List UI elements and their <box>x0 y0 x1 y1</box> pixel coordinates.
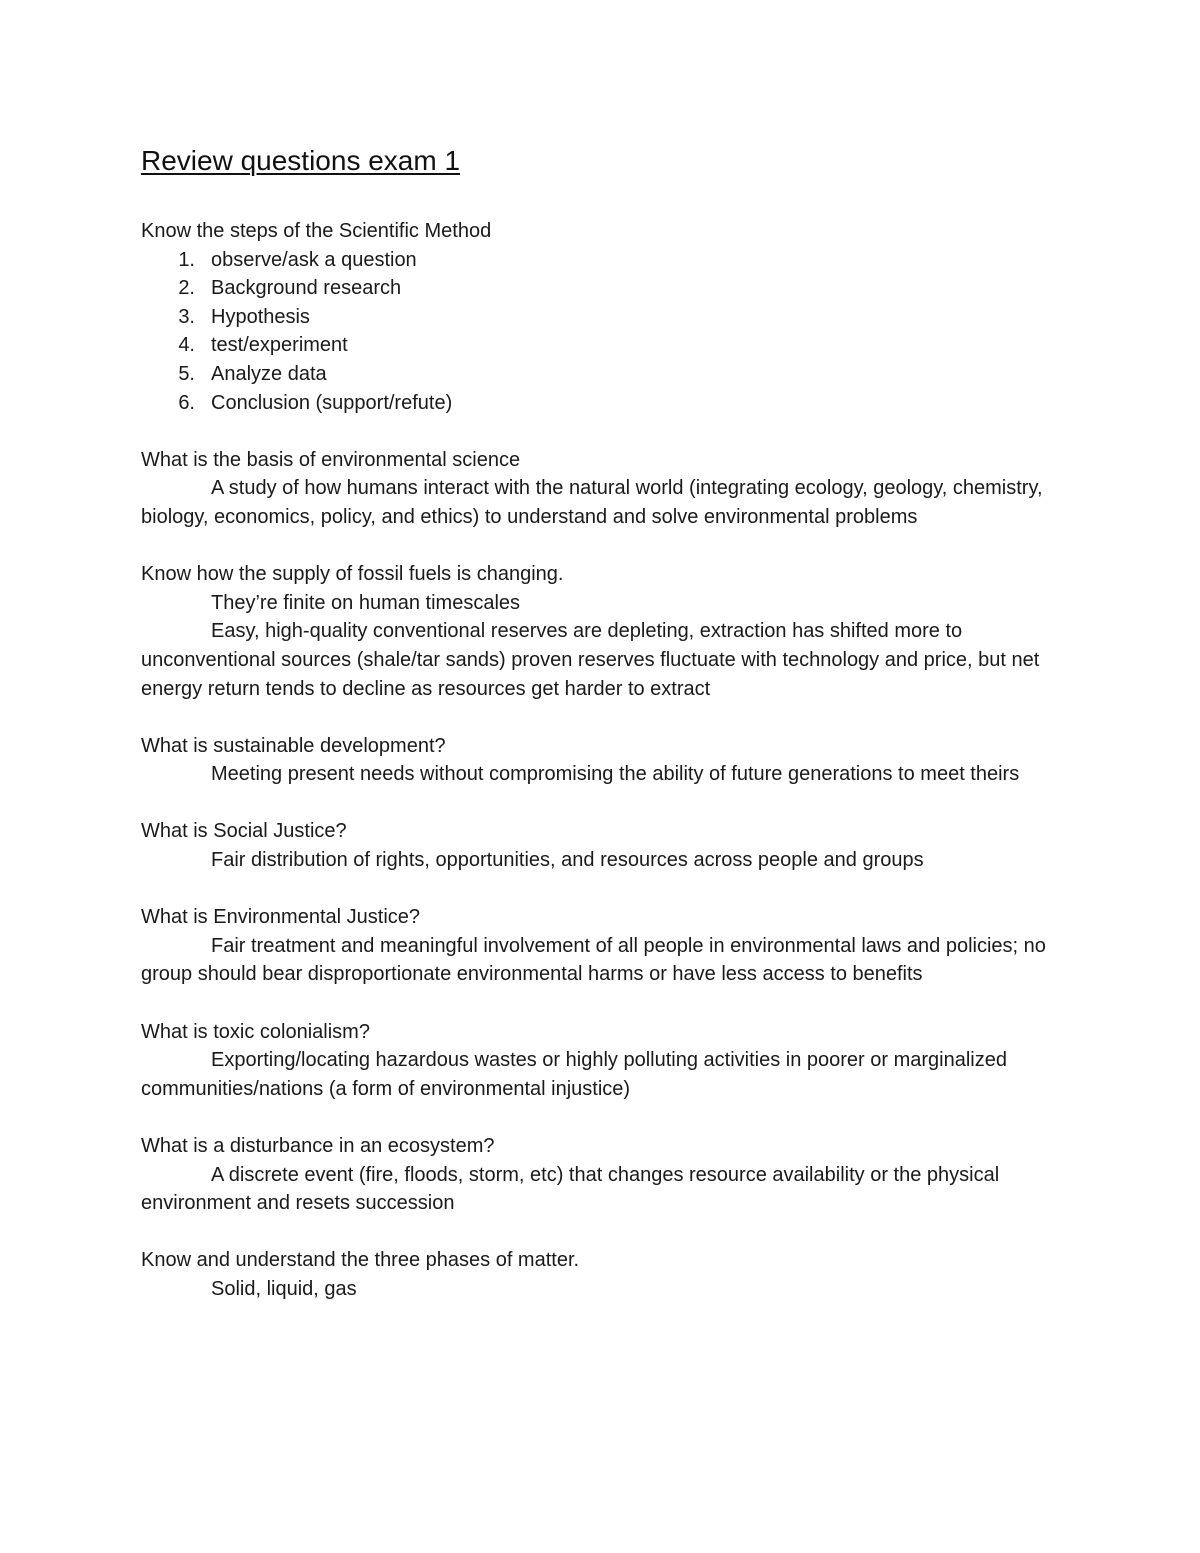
list-item-number: 2. <box>178 277 195 300</box>
section-answer: Fair treatment and meaningful involvement of all people in environmental laws and policies; no group should bear disproportionate environmental harms or have less access to benefits <box>141 934 1046 986</box>
section-sustainable-development <box>141 732 1046 789</box>
paragraph-spacer <box>141 417 1046 446</box>
list-item-text: observe/ask a question <box>211 248 417 271</box>
section-question: What is a disturbance in an ecosystem? <box>141 1135 495 1157</box>
section-fossil-fuels <box>141 560 1046 703</box>
section-answer: They’re finite on human timescales <box>211 591 521 614</box>
document-title: Review questions exam 1 <box>141 145 461 176</box>
section-question: What is Social Justice? <box>141 820 347 843</box>
paragraph-spacer <box>141 1218 1046 1247</box>
section-social-justice <box>141 817 1046 874</box>
section-answer: Easy, high-quality conventional reserves are depleting, extraction has shifted more to unconventional sources (shale/tar sands) proven reserves fluctuate with technology and price, but net energy return tends to decline as resources get harder to extract <box>141 620 1040 700</box>
scientific-method-steps <box>141 246 1046 418</box>
list-item-number: 6. <box>178 391 195 414</box>
list-item <box>141 303 1046 332</box>
paragraph-spacer <box>141 703 1046 732</box>
list-item-number: 4. <box>178 334 195 357</box>
section-question: What is sustainable development? <box>141 734 446 757</box>
section-answer: A study of how humans interact with the natural world (integrating ecology, geology, chemistry, biology, economics, policy, and ethics) to understand and solve environmental problems <box>141 477 1043 528</box>
section-question: Know the steps of the Scientific Method <box>141 220 492 242</box>
list-item-text: test/experiment <box>211 334 348 357</box>
section-answer: A discrete event (fire, floods, storm, etc) that changes resource availability or the physical environment and resets succession <box>141 1163 1000 1215</box>
paragraph-spacer <box>141 1103 1046 1132</box>
list-item-text: Background research <box>211 277 402 300</box>
paragraph-spacer <box>141 532 1046 561</box>
list-item <box>141 360 1046 389</box>
list-item-number: 1. <box>178 248 195 271</box>
document-body <box>141 217 1046 1304</box>
section-environmental-justice <box>141 903 1046 989</box>
list-item <box>141 274 1046 303</box>
section-environmental-science <box>141 446 1046 532</box>
section-phases-of-matter <box>141 1246 1046 1303</box>
section-question: Know how the supply of fossil fuels is changing. <box>141 563 564 586</box>
section-toxic-colonialism <box>141 1018 1046 1104</box>
section-answer: Solid, liquid, gas <box>211 1277 357 1300</box>
list-item-number: 5. <box>178 362 195 385</box>
list-item <box>141 331 1046 360</box>
list-item <box>141 246 1046 275</box>
section-answer: Fair distribution of rights, opportunities, and resources across people and groups <box>211 849 924 872</box>
list-item-number: 3. <box>178 305 195 328</box>
section-ecosystem-disturbance <box>141 1132 1046 1218</box>
list-item <box>141 389 1046 418</box>
paragraph-spacer <box>141 875 1046 904</box>
list-item-text: Conclusion (support/refute) <box>211 391 453 414</box>
paragraph-spacer <box>141 989 1046 1018</box>
list-item-text: Analyze data <box>211 362 327 385</box>
section-question: What is Environmental Justice? <box>141 906 421 929</box>
section-answer: Meeting present needs without compromising the ability of future generations to meet theirs <box>211 763 1020 786</box>
section-question: What is the basis of environmental science <box>141 448 521 471</box>
section-answer: Exporting/locating hazardous wastes or highly polluting activities in poorer or marginalized communities/nations (a form of environmental injustice) <box>141 1049 1007 1100</box>
section-question: What is toxic colonialism? <box>141 1020 370 1043</box>
list-item-text: Hypothesis <box>211 305 310 328</box>
section-scientific-method <box>141 217 1046 417</box>
paragraph-spacer <box>141 789 1046 818</box>
section-question: Know and understand the three phases of matter. <box>141 1249 580 1272</box>
